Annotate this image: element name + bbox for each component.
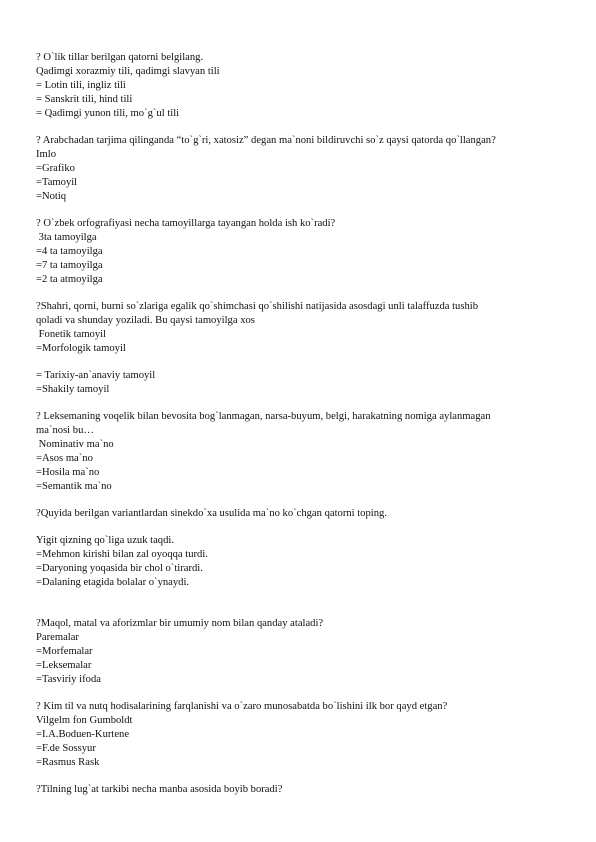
question-2: ? Arabchadan tarjima qilinganda “to`g`ri, xatosiz” degan ma`noni bildiruvchi so`z qaysi qatorda qo`llangan? [36,135,496,146]
option-3-1: =4 ta tamoyilga [36,246,103,257]
option-2-2: =Tamoyil [36,177,78,188]
option-7-1: =Morfemalar [36,646,93,657]
option-7-3: =Tasviriy ifoda [36,674,101,685]
answer-6: Yigit qizning qo`liga uzuk taqdi. [36,535,174,546]
option-2-1: =Grafiko [36,163,75,174]
question-3: ? O`zbek orfografiyasi necha tamoyillarga tayangan holda ish ko`radi? [36,218,336,229]
answer-1: Qadimgi xorazmiy tili, qadimgi slavyan tili [36,66,220,77]
question-1: ? O`lik tillar berilgan qatorni belgilang. [36,52,204,63]
question-8: ? Kim til va nutq hodisalarining farqlanishi va o`zaro munosabatda bo`lishini ilk bor qayd etgan? [36,701,448,712]
answer-7: Paremalar [36,632,79,643]
option-8-3: =Rasmus Rask [36,757,100,768]
option-8-2: =F.de Sossyur [36,743,96,754]
question-7: ?Maqol, matal va aforizmlar bir umumiy nom bilan qanday ataladi? [36,618,324,629]
answer-3: 3ta tamoyilga [36,232,97,243]
question-5-line-1: ? Leksemaning voqelik bilan bevosita bog`lanmagan, narsa-buyum, belgi, harakatning nomiga aylanmagan [36,411,491,422]
option-1-1: = Lotin tili, ingliz tili [36,80,126,91]
question-4-line-1: ?Shahri, qorni, burni so`zlariga egalik qo`shimchasi qo`shilishi natijasida asosdagi unli talaffuzda tushib [36,301,478,312]
option-8-1: =I.A.Boduen-Kurtene [36,729,130,740]
option-5-2: =Hosila ma`no [36,467,100,478]
question-5-line-2: ma`nosi bu… [36,425,94,436]
answer-2: Imlo [36,149,57,160]
option-6-2: =Daryoning yoqasida bir chol o`tirardi. [36,563,203,574]
option-4-1: =Morfologik tamoyil [36,343,126,354]
option-4-2: = Tarixiy-an`anaviy tamoyil [36,370,156,381]
option-7-2: =Leksemalar [36,660,92,671]
option-1-2: = Sanskrit tili, hind tili [36,94,133,105]
question-4-line-2: qoladi va shunday yoziladi. Bu qaysi tamoyilga xos [36,315,255,326]
option-5-3: =Semantik ma`no [36,481,112,492]
option-6-1: =Mehmon kirishi bilan zal oyoqqa turdi. [36,549,208,560]
question-9: ?Tilning lug`at tarkibi necha manba asosida boyib boradi? [36,784,283,795]
option-6-3: =Dalaning etagida bolalar o`ynaydi. [36,577,190,588]
answer-5: Nominativ ma`no [36,439,114,450]
answer-4: Fonetik tamoyil [36,329,107,340]
option-1-3: = Qadimgi yunon tili, mo`g`ul tili [36,108,180,119]
option-3-2: =7 ta tamoyilga [36,260,103,271]
option-5-1: =Asos ma`no [36,453,93,464]
option-3-3: =2 ta atmoyilga [36,274,103,285]
option-4-3: =Shakily tamoyil [36,384,110,395]
question-6: ?Quyida berilgan variantlardan sinekdo`xa usulida ma`no ko`chgan qatorni toping. [36,508,387,519]
answer-8: Vilgelm fon Gumboldt [36,715,133,726]
option-2-3: =Notiq [36,191,67,202]
